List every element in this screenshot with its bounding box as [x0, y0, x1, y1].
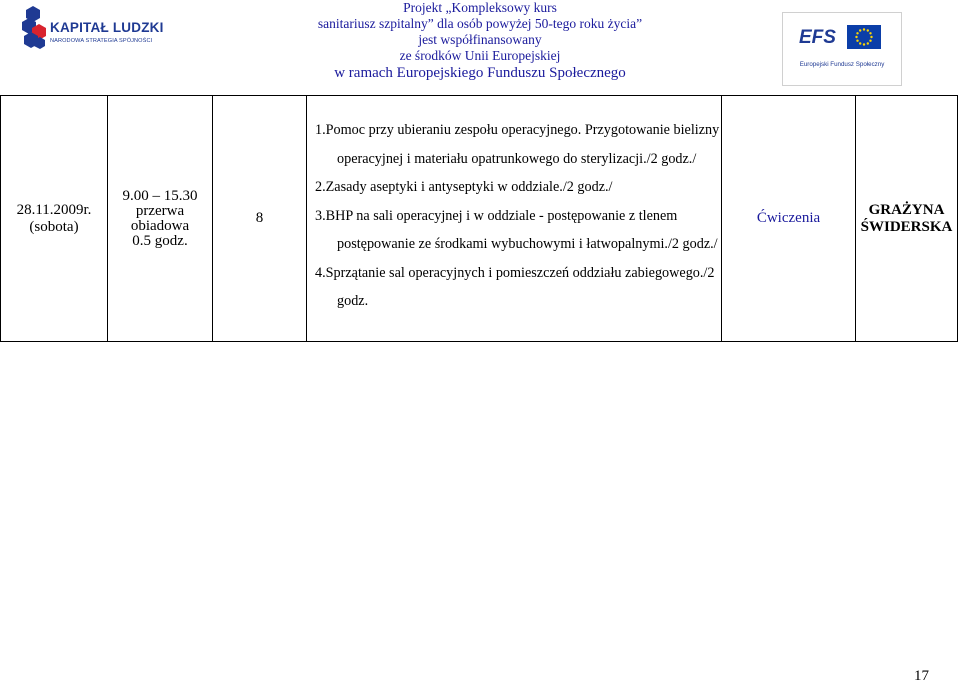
- header-line-2: sanitariusz szpitalny” dla osób powyżej 50-tego roku życia”: [317, 16, 643, 31]
- teacher-first-name: GRAŻYNA: [868, 201, 945, 218]
- page-number: 17: [914, 668, 929, 684]
- teacher-cell: [856, 96, 958, 342]
- time-cell: [108, 96, 213, 342]
- project-header-text: [290, 0, 670, 82]
- topics-list: [307, 116, 721, 316]
- kapital-ludzki-title: KAPITAŁ LUDZKI: [50, 20, 164, 35]
- teacher-last-name: ŚWIDERSKA: [860, 218, 953, 235]
- kapital-ludzki-logo: [18, 6, 164, 54]
- topics-cell: [307, 96, 722, 342]
- efs-mark: EFS: [799, 27, 836, 48]
- break-length: 0.5 godz.: [132, 232, 188, 249]
- header-line-1: Projekt „Kompleksowy kurs: [403, 0, 557, 15]
- break-label-2: obiadowa: [130, 217, 190, 234]
- efs-caption: Europejski Fundusz Społeczny: [799, 61, 885, 68]
- break-label: przerwa: [135, 202, 185, 219]
- kapital-ludzki-emblem-icon: [18, 6, 48, 52]
- header-line-4: ze środków Unii Europejskiej: [399, 48, 561, 63]
- class-type-cell: [722, 96, 856, 342]
- topic-item: 1.Pomoc przy ubieraniu zespołu operacyjnego. Przygotowanie bielizny operacyjnej i materiału opatrunkowego do sterylizacji./2 godz./: [315, 122, 720, 167]
- topic-item: 4.Sprzątanie sal operacyjnych i pomieszczeń oddziału zabiegowego./2 godz.: [315, 264, 715, 310]
- document-header: [0, 0, 960, 92]
- date-text: 28.11.2009r.: [16, 201, 92, 218]
- efs-logo: [782, 12, 902, 86]
- class-type: Ćwiczenia: [756, 210, 821, 226]
- schedule-table: [0, 95, 958, 342]
- date-cell: [1, 96, 108, 342]
- header-line-3: jest współfinansowany: [418, 32, 542, 47]
- eu-flag-icon: [847, 25, 881, 49]
- day-text: (sobota): [29, 218, 79, 235]
- hours-value: 8: [255, 210, 264, 226]
- hours-cell: [213, 96, 307, 342]
- topic-item: 2.Zasady aseptyki i antyseptyki w oddziale./2 godz./: [315, 179, 613, 196]
- topic-item: 3.BHP na sali operacyjnej i w oddziale - postępowanie z tlenem postępowanie ze środkami wybuchowymi i łatwopalnymi./2 godz./: [315, 207, 718, 253]
- kapital-ludzki-subtitle: NARODOWA STRATEGIA SPÓJNOŚCI: [50, 38, 153, 44]
- time-range: 9.00 – 15.30: [122, 187, 198, 204]
- header-line-5: w ramach Europejskiego Funduszu Społecznego: [334, 65, 626, 81]
- table-row: [1, 96, 958, 342]
